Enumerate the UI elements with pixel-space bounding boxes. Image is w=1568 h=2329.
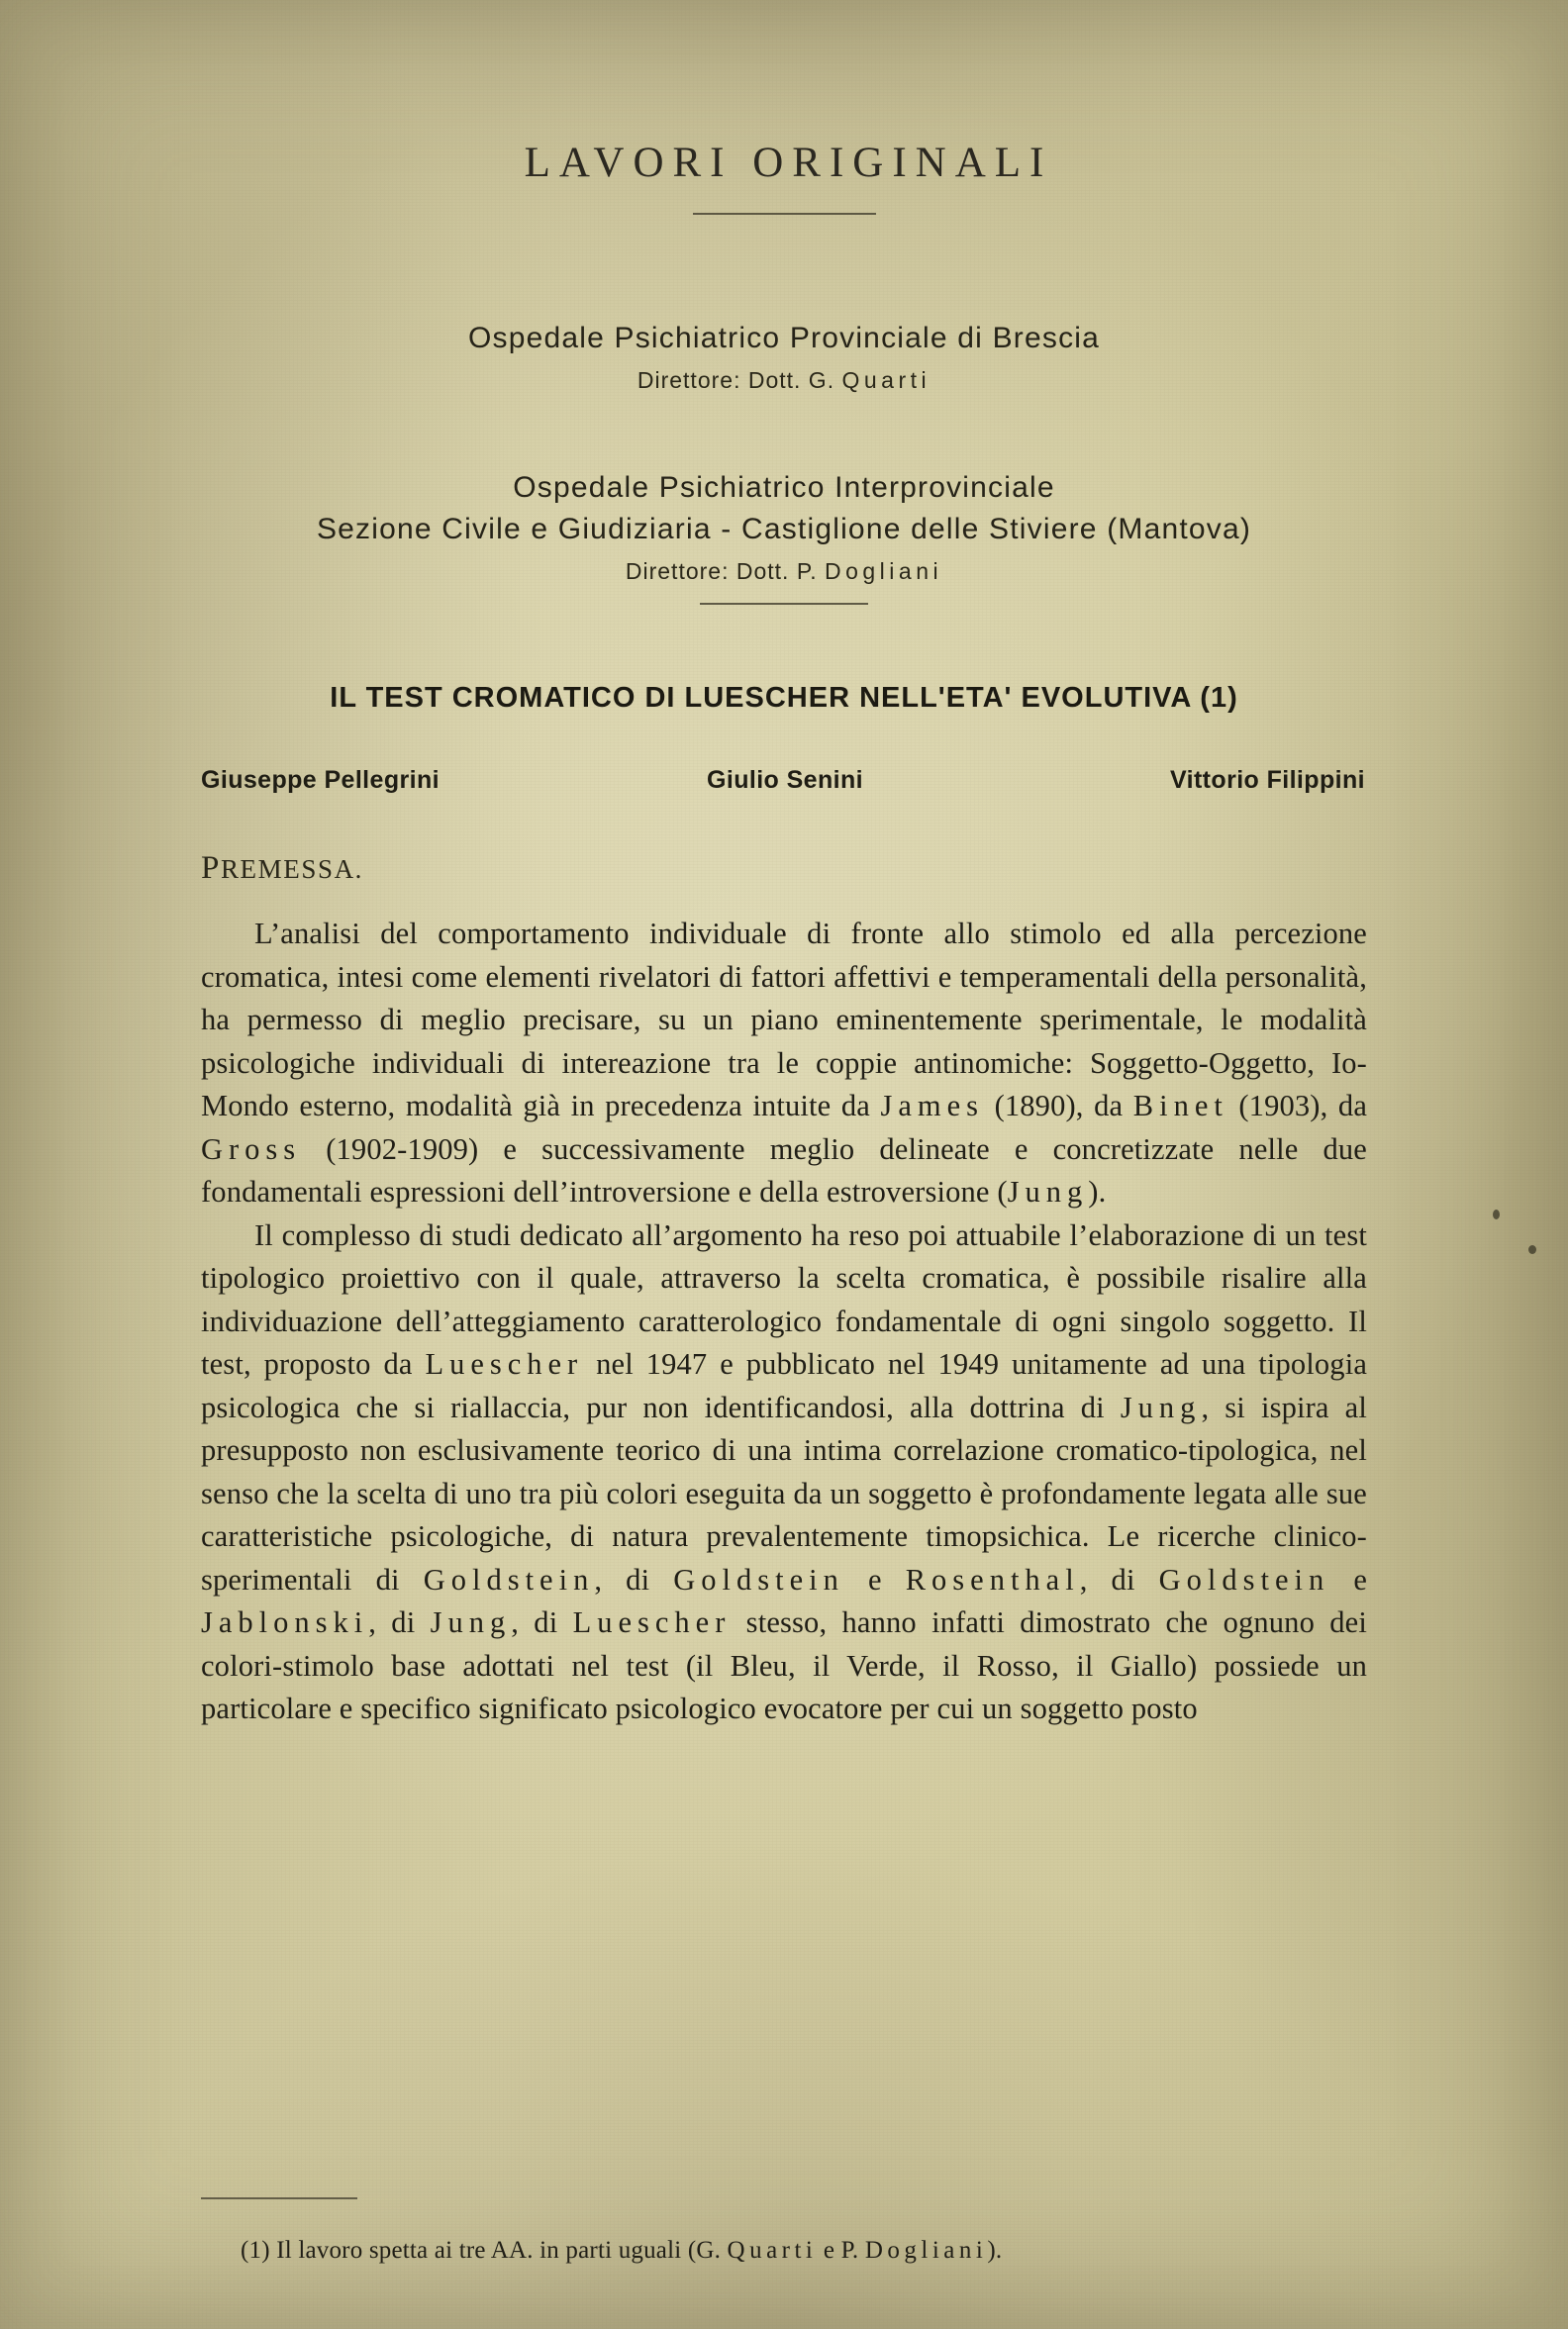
text-segment: , di (1079, 1562, 1159, 1597)
author-name: Giuseppe Pellegrini (201, 766, 440, 795)
director-label: Direttore: Dott. P. (625, 558, 818, 585)
text-segment: e (1329, 1562, 1368, 1597)
proper-name: James (880, 1089, 985, 1123)
margin-speck (1528, 1245, 1536, 1254)
footnote-text (201, 2237, 1367, 2265)
section-heading-rest: REMESSA. (220, 854, 364, 885)
affiliation-director (0, 558, 1568, 585)
affiliation-director (0, 367, 1568, 394)
text-segment: nel 1947 e pubblicato nel 1949 unitamente ad una tipologia psicologica che si riallaccia, pur non identificandosi, alla dottrina di (201, 1347, 1368, 1424)
proper-name: Rosenthal (905, 1562, 1080, 1597)
text-segment: stesso, hanno infatti dimostrato che ognuno dei colori-stimolo base adottati nel test (il Bleu, il Verde, il Rosso, il Giallo) possiede un particolare e specifico significato psicologico evocatore per cui un soggetto posto (201, 1605, 1367, 1726)
affiliation-institution-line1: Ospedale Psichiatrico Interprovinciale (513, 471, 1055, 505)
author-list (0, 766, 1568, 795)
proper-name: Gross (201, 1131, 302, 1166)
footnote-area (201, 2197, 1367, 2265)
margin-speck (1493, 1210, 1500, 1219)
author-name: Vittorio Filippini (1169, 766, 1365, 795)
running-head: LAVORI ORIGINALI (524, 140, 1053, 186)
text-segment: ). (1088, 1175, 1107, 1210)
director-label: Direttore: Dott. G. (637, 367, 835, 394)
text-segment: L’analisi del comportamento individuale di fronte allo stimolo ed alla percezione cromatica, intesi come elementi rivelatori di fattori affettivi e temperamentali della personalità, ha permesso di meglio precisare, su un piano eminentemente sperimentale, le modalità psicologiche individuali di intereazione tra le coppie antinomiche: Soggetto-Oggetto, Io-Mondo esterno, modalità già in precedenza intuite da (201, 917, 1367, 1123)
affiliation-block-1 (0, 318, 1568, 394)
paragraph-1 (201, 913, 1367, 1214)
page-content (0, 139, 1568, 2264)
proper-name: Binet (1132, 1089, 1228, 1123)
text-segment: ). (987, 2237, 1003, 2264)
proper-name: Jung (1120, 1390, 1202, 1424)
affiliation-block-2 (0, 467, 1568, 585)
text-segment: , di (368, 1605, 431, 1640)
proper-name: Jung (430, 1605, 512, 1640)
director-name: Quarti (841, 367, 931, 394)
text-segment: (1903), da (1227, 1089, 1368, 1123)
footnote-separator-rule (201, 2197, 357, 2199)
proper-name: Goldstein (423, 1562, 595, 1597)
text-segment: , di (594, 1562, 674, 1597)
article-title: IL TEST CROMATICO DI LUESCHER NELL'ETA' EVOLUTIVA (1) (330, 682, 1238, 715)
author-name: Giulio Senini (707, 766, 863, 795)
proper-name: Jablonski (201, 1605, 369, 1640)
director-name: Dogliani (824, 558, 943, 585)
affiliation-institution-line2: Sezione Civile e Giudiziaria - Castiglione delle Stiviere (Mantova) (316, 512, 1252, 545)
section-heading (201, 850, 1568, 887)
text-segment: (1902-1909) e successivamente meglio delineate e concretizzate nelle due fondamentali espressioni dell’introversione e della estroversione ( (201, 1131, 1367, 1210)
text-segment: e (843, 1562, 906, 1597)
text-segment: , si ispira al presupposto non esclusivamente teorico di una intima correlazione cromatico-tipologica, nel senso che la scelta di uno tra più colori eseguita da un soggetto è profondamente legata alle sue caratteristiche psicologiche, di natura prevalentemente timopsichica. Le ricerche clinico-sperimentali di (201, 1390, 1367, 1597)
header-rule (693, 213, 876, 215)
text-segment: Il complesso di studi dedicato all’argomento ha reso poi attuabile l’elaborazione di un test tipologico proiettivo con il quale, attraverso la scelta cromatica, è possibile risalire alla individuazione dell’atteggiamento caratterologico fondamentale di ogni singolo soggetto. Il test, proposto da (201, 1217, 1367, 1382)
text-segment: e P. (817, 2237, 865, 2264)
proper-name: Goldstein (673, 1562, 844, 1597)
affiliation-institution: Ospedale Psichiatrico Provinciale di Brescia (467, 322, 1101, 354)
proper-name: Dogliani (864, 2237, 988, 2264)
body-text (201, 913, 1367, 1731)
text-segment: (1) Il lavoro spetta ai tre AA. in parti uguali (G. (241, 2237, 728, 2264)
proper-name: Goldstein (1158, 1562, 1330, 1597)
text-segment: (1890), da (984, 1089, 1133, 1123)
section-heading-initial: P (201, 850, 221, 887)
affiliation-rule (700, 603, 868, 605)
proper-name: Luescher (572, 1605, 732, 1640)
text-segment: , di (511, 1605, 573, 1640)
proper-name: Quarti (727, 2237, 818, 2264)
paragraph-2 (201, 1214, 1367, 1731)
proper-name: Jung (1007, 1175, 1089, 1210)
proper-name: Luescher (425, 1347, 584, 1382)
